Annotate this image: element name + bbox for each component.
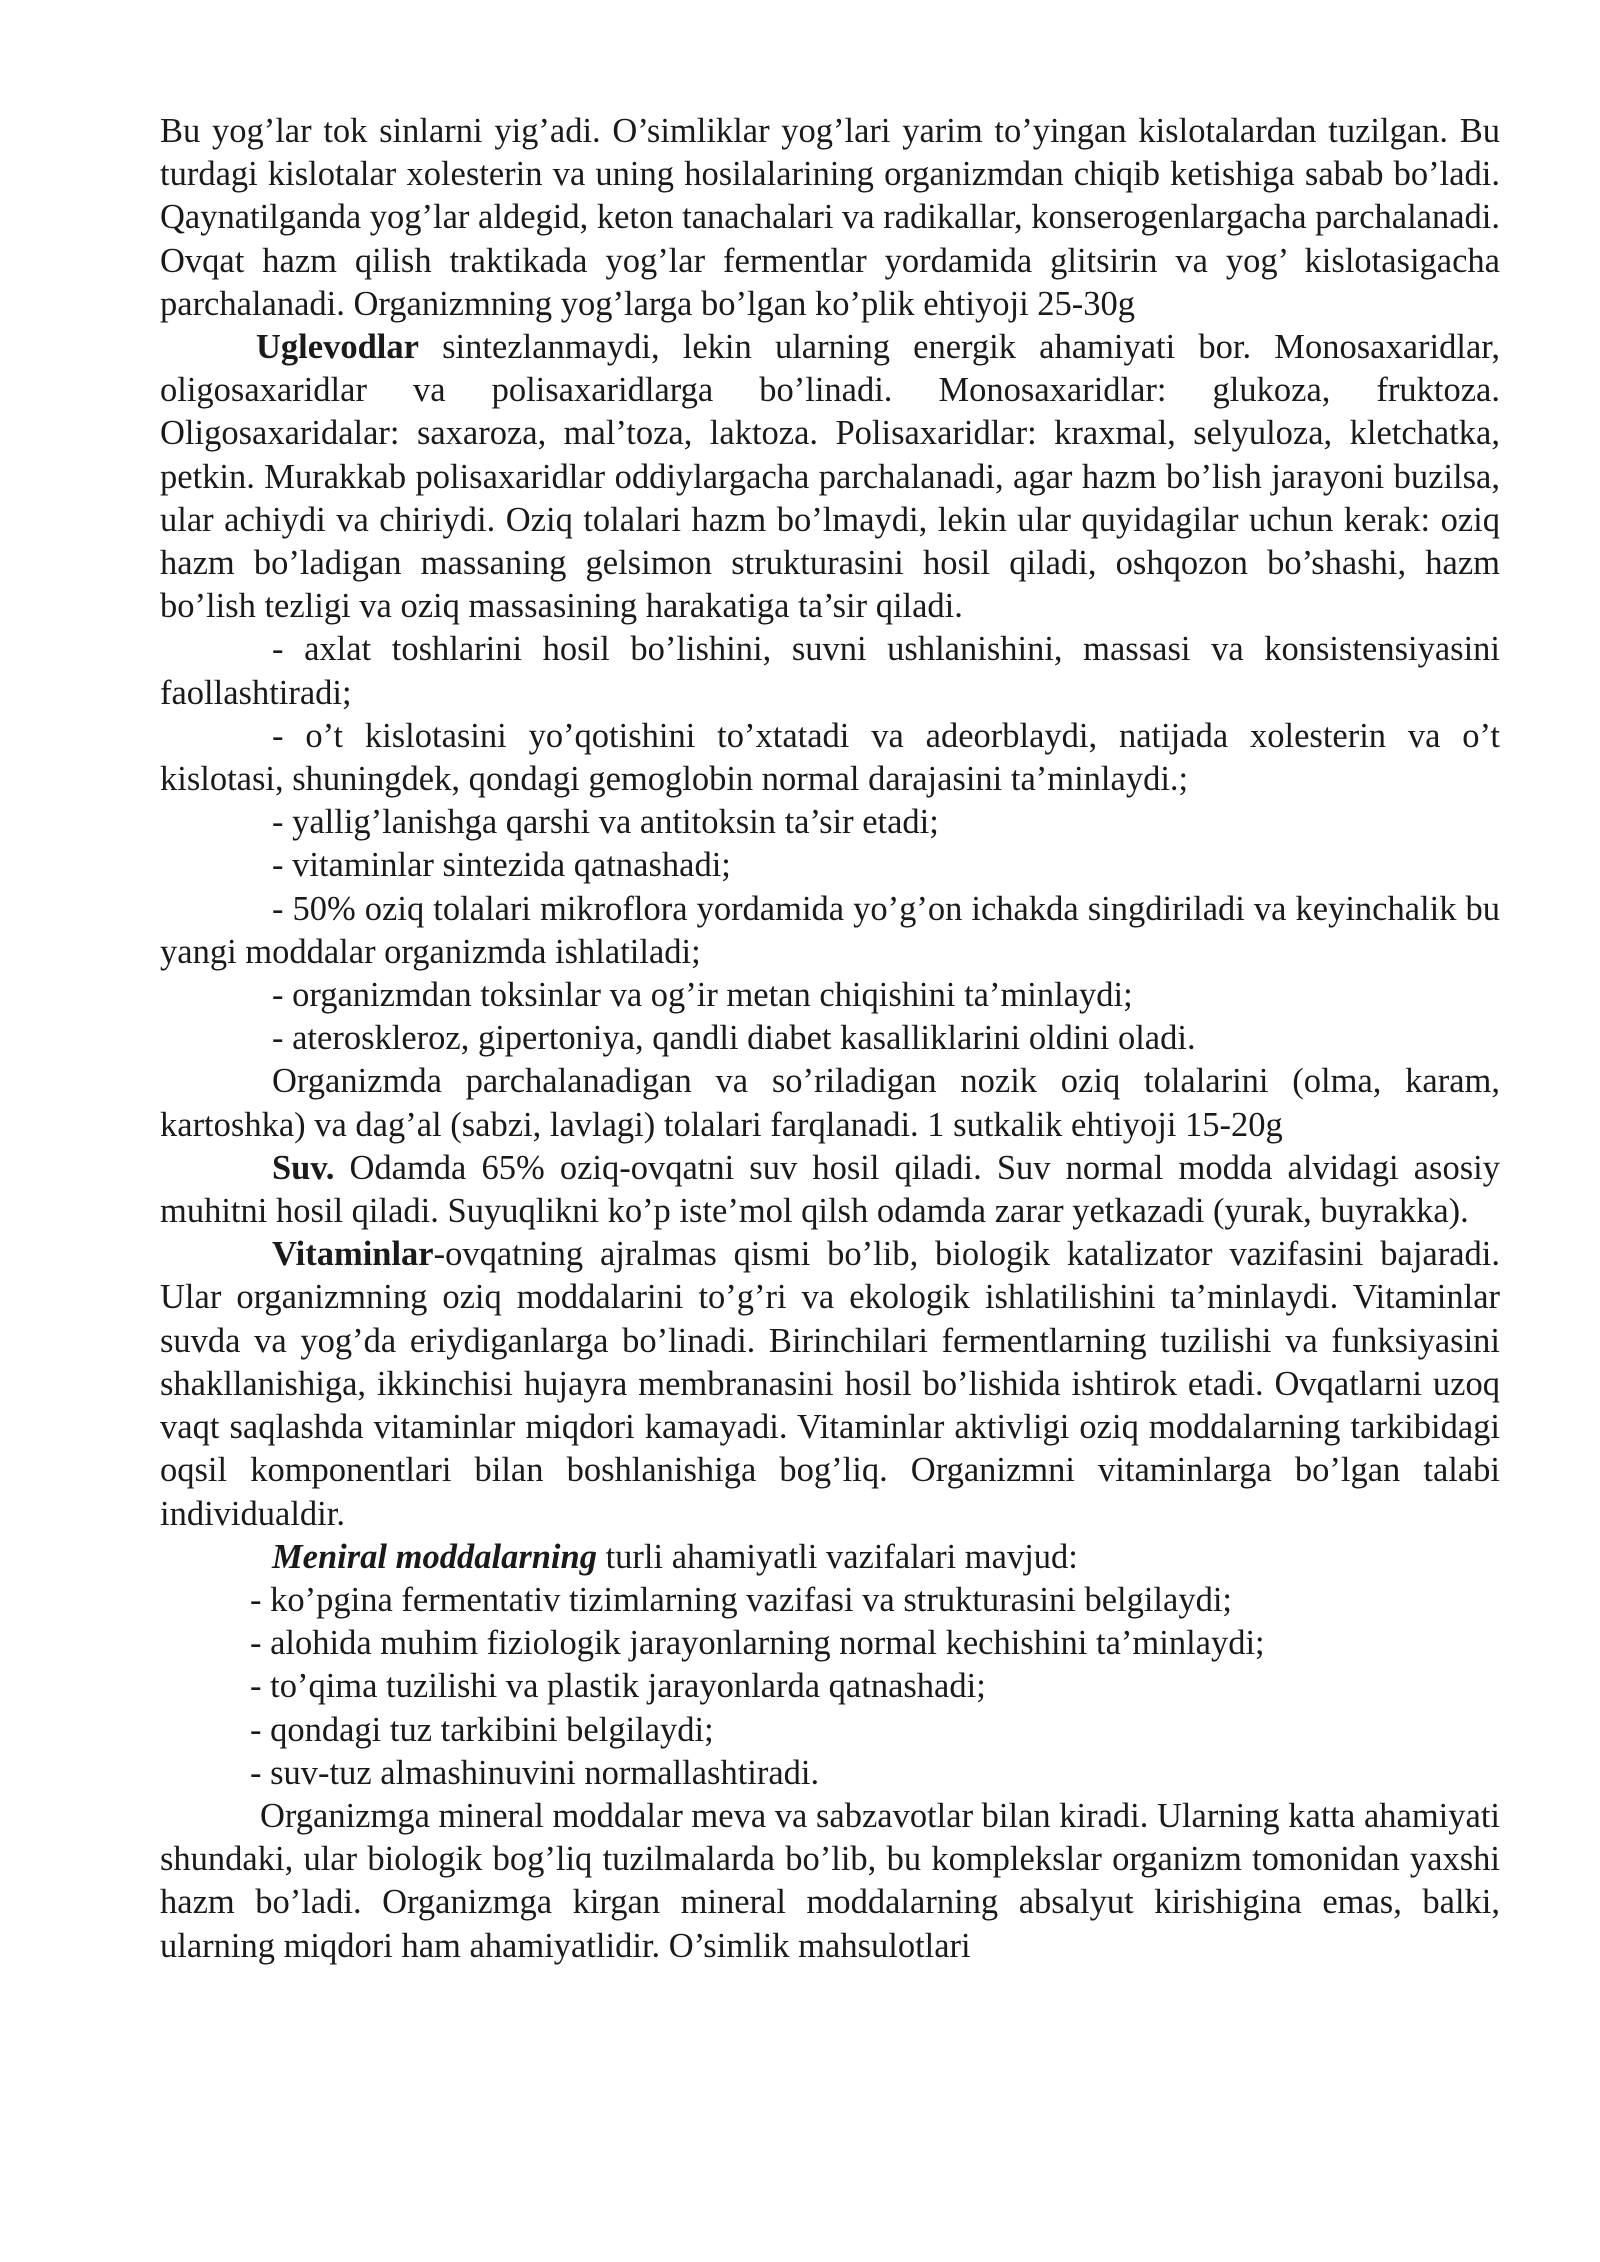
heading-water: Suv. [272,1148,335,1187]
list-item: - o’t kislotasini yo’qotishini to’xtatadi va adeorblaydi, natijada xolesterin va o’t kislotasi, shuningdek, qondagi gemoglobin normal darajasini ta’minlaydi.; [160,716,1500,799]
list-item: - qondagi tuz tarkibini belgilaydi; [250,1710,714,1749]
paragraph-water [160,1147,1500,1233]
heading-carbohydrates: Uglevodlar [256,328,419,367]
document-page [160,110,1500,1968]
list-item: - to’qima tuzilishi va plastik jarayonlarda qatnashadi; [250,1667,986,1706]
list-item: - axlat toshlarini hosil bo’lishini, suvni ushlanishini, massasi va konsistensiyasini faollashtiradi; [160,630,1500,712]
paragraph-mineral-intake: Organizmga mineral moddalar meva va sabzavotlar bilan kiradi. Ularning katta ahamiyati shundaki, ular biologik bog’liq tuzilmalarda bo’lib, bu komplekslar organizm tomonidan yaxshi hazm bo’ladi. Organizmga kirgan mineral moddalarning absalyut kirishigina emas, balki, ularning miqdori ham ahamiyatlidir. O’simlik mahsulotlari [160,1796,1500,1965]
list-item: - organizmdan toksinlar va og’ir metan chiqishini ta’minlaydi; [272,976,1133,1015]
list-item: - suv-tuz almashinuvini normallashtiradi. [250,1753,820,1792]
heading-vitamins: Vitaminlar [272,1235,434,1274]
paragraph-fats: Bu yog’lar tok sinlarni yig’adi. O’simliklar yog’lari yarim to’yingan kislotalardan tuzilgan. Bu turdagi kislotalar xolesterin va uning hosilalarining organizmdan chiqib ketishiga sabab bo’ladi. Qaynatilganda yog’lar aldegid, keton tanachalari va radikallar, konserogenlargacha parchalanadi. Ovqat hazm qilish traktikada yog’lar fermentlar yordamida glitsirin va yog’ kislotasigacha parchalanadi. Organizmning yog’larga bo’lgan ko’plik ehtiyoji 25-30g [160,112,1500,323]
heading-minerals: Meniral moddalarning [272,1537,597,1576]
paragraph-fibers: Organizmda parchalanadigan va so’riladigan nozik oziq tolalarini (olma, karam, kartoshka) va dag’al (sabzi, lavlagi) tolalari farqlanadi. 1 sutkalik ehtiyoji 15-20g [160,1062,1500,1144]
list-item: - ko’pgina fermentativ tizimlarning vazifasi va strukturasini belgilaydi; [250,1580,1233,1619]
paragraph-minerals [160,1536,1500,1579]
list-item: - yallig’lanishga qarshi va antitoksin ta’sir etadi; [272,803,939,842]
minerals-text: turli ahamiyatli vazifalari mavjud: [596,1537,1078,1576]
list-item: - alohida muhim fiziologik jarayonlarning normal kechishini ta’minlaydi; [250,1624,1265,1663]
vitamins-text: -ovqatning ajralmas qismi bo’lib, biologik katalizator vazifasini bajaradi. Ular organizmning oziq moddalarini to’g’ri va ekologik ishlatilishini ta’minlaydi. Vitaminlar suvda va yog’da eriydiganlarga bo’linadi. Birinchilari fermentlarning tuzilishi va funksiyasini shakllanishiga, ikkinchisi hujayra membranasini hosil bo’lishida ishtirok etadi. Ovqatlarni uzoq vaqt saqlashda vitaminlar miqdori kamayadi. Vitaminlar aktivligi oziq moddalarning tarkibidagi oqsil komponentlari bilan boshlanishiga bog’liq. Organizmni vitaminlarga bo’lgan talabi individualdir. [160,1235,1500,1533]
list-item: - 50% oziq tolalari mikroflora yordamida yo’g’on ichakda singdiriladi va keyinchalik bu yangi moddalar organizmda ishlatiladi; [160,889,1500,971]
water-text: Odamda 65% oziq-ovqatni suv hosil qiladi. Suv normal modda alvidagi asosiy muhitni hosil qiladi. Suyuqlikni ko’p iste’mol qilsh odamda zarar yetkazadi (yurak, buyrakka). [160,1148,1500,1231]
paragraph-vitamins [160,1233,1500,1535]
list-item: - ateroskleroz, gipertoniya, qandli diabet kasalliklarini oldini oladi. [272,1019,1196,1058]
carbohydrates-text: sintezlanmaydi, lekin ularning energik ahamiyati bor. Monosaxaridlar, oligosaxaridlar va polisaxaridlarga bo’linadi. Monosaxaridlar: glukoza, fruktoza. Oligosaxaridalar: saxaroza, mal’toza, laktoza. Polisaxaridlar: kraxmal, selyuloza, kletchatka, petkin. Murakkab polisaxaridlar oddiylargacha parchalanadi, agar hazm bo’lish jarayoni buzilsa, ular achiydi va chiriydi. Oziq tolalari hazm bo’lmaydi, lekin ular quyidagilar uchun kerak: oziq hazm bo’ladigan massaning gelsimon strukturasini hosil qiladi, oshqozon bo’shashi, hazm bo’lish tezligi va oziq massasining harakatiga ta’sir qiladi. [160,328,1500,626]
paragraph-carbohydrates [160,326,1500,628]
list-item: - vitaminlar sintezida qatnashadi; [272,846,731,885]
